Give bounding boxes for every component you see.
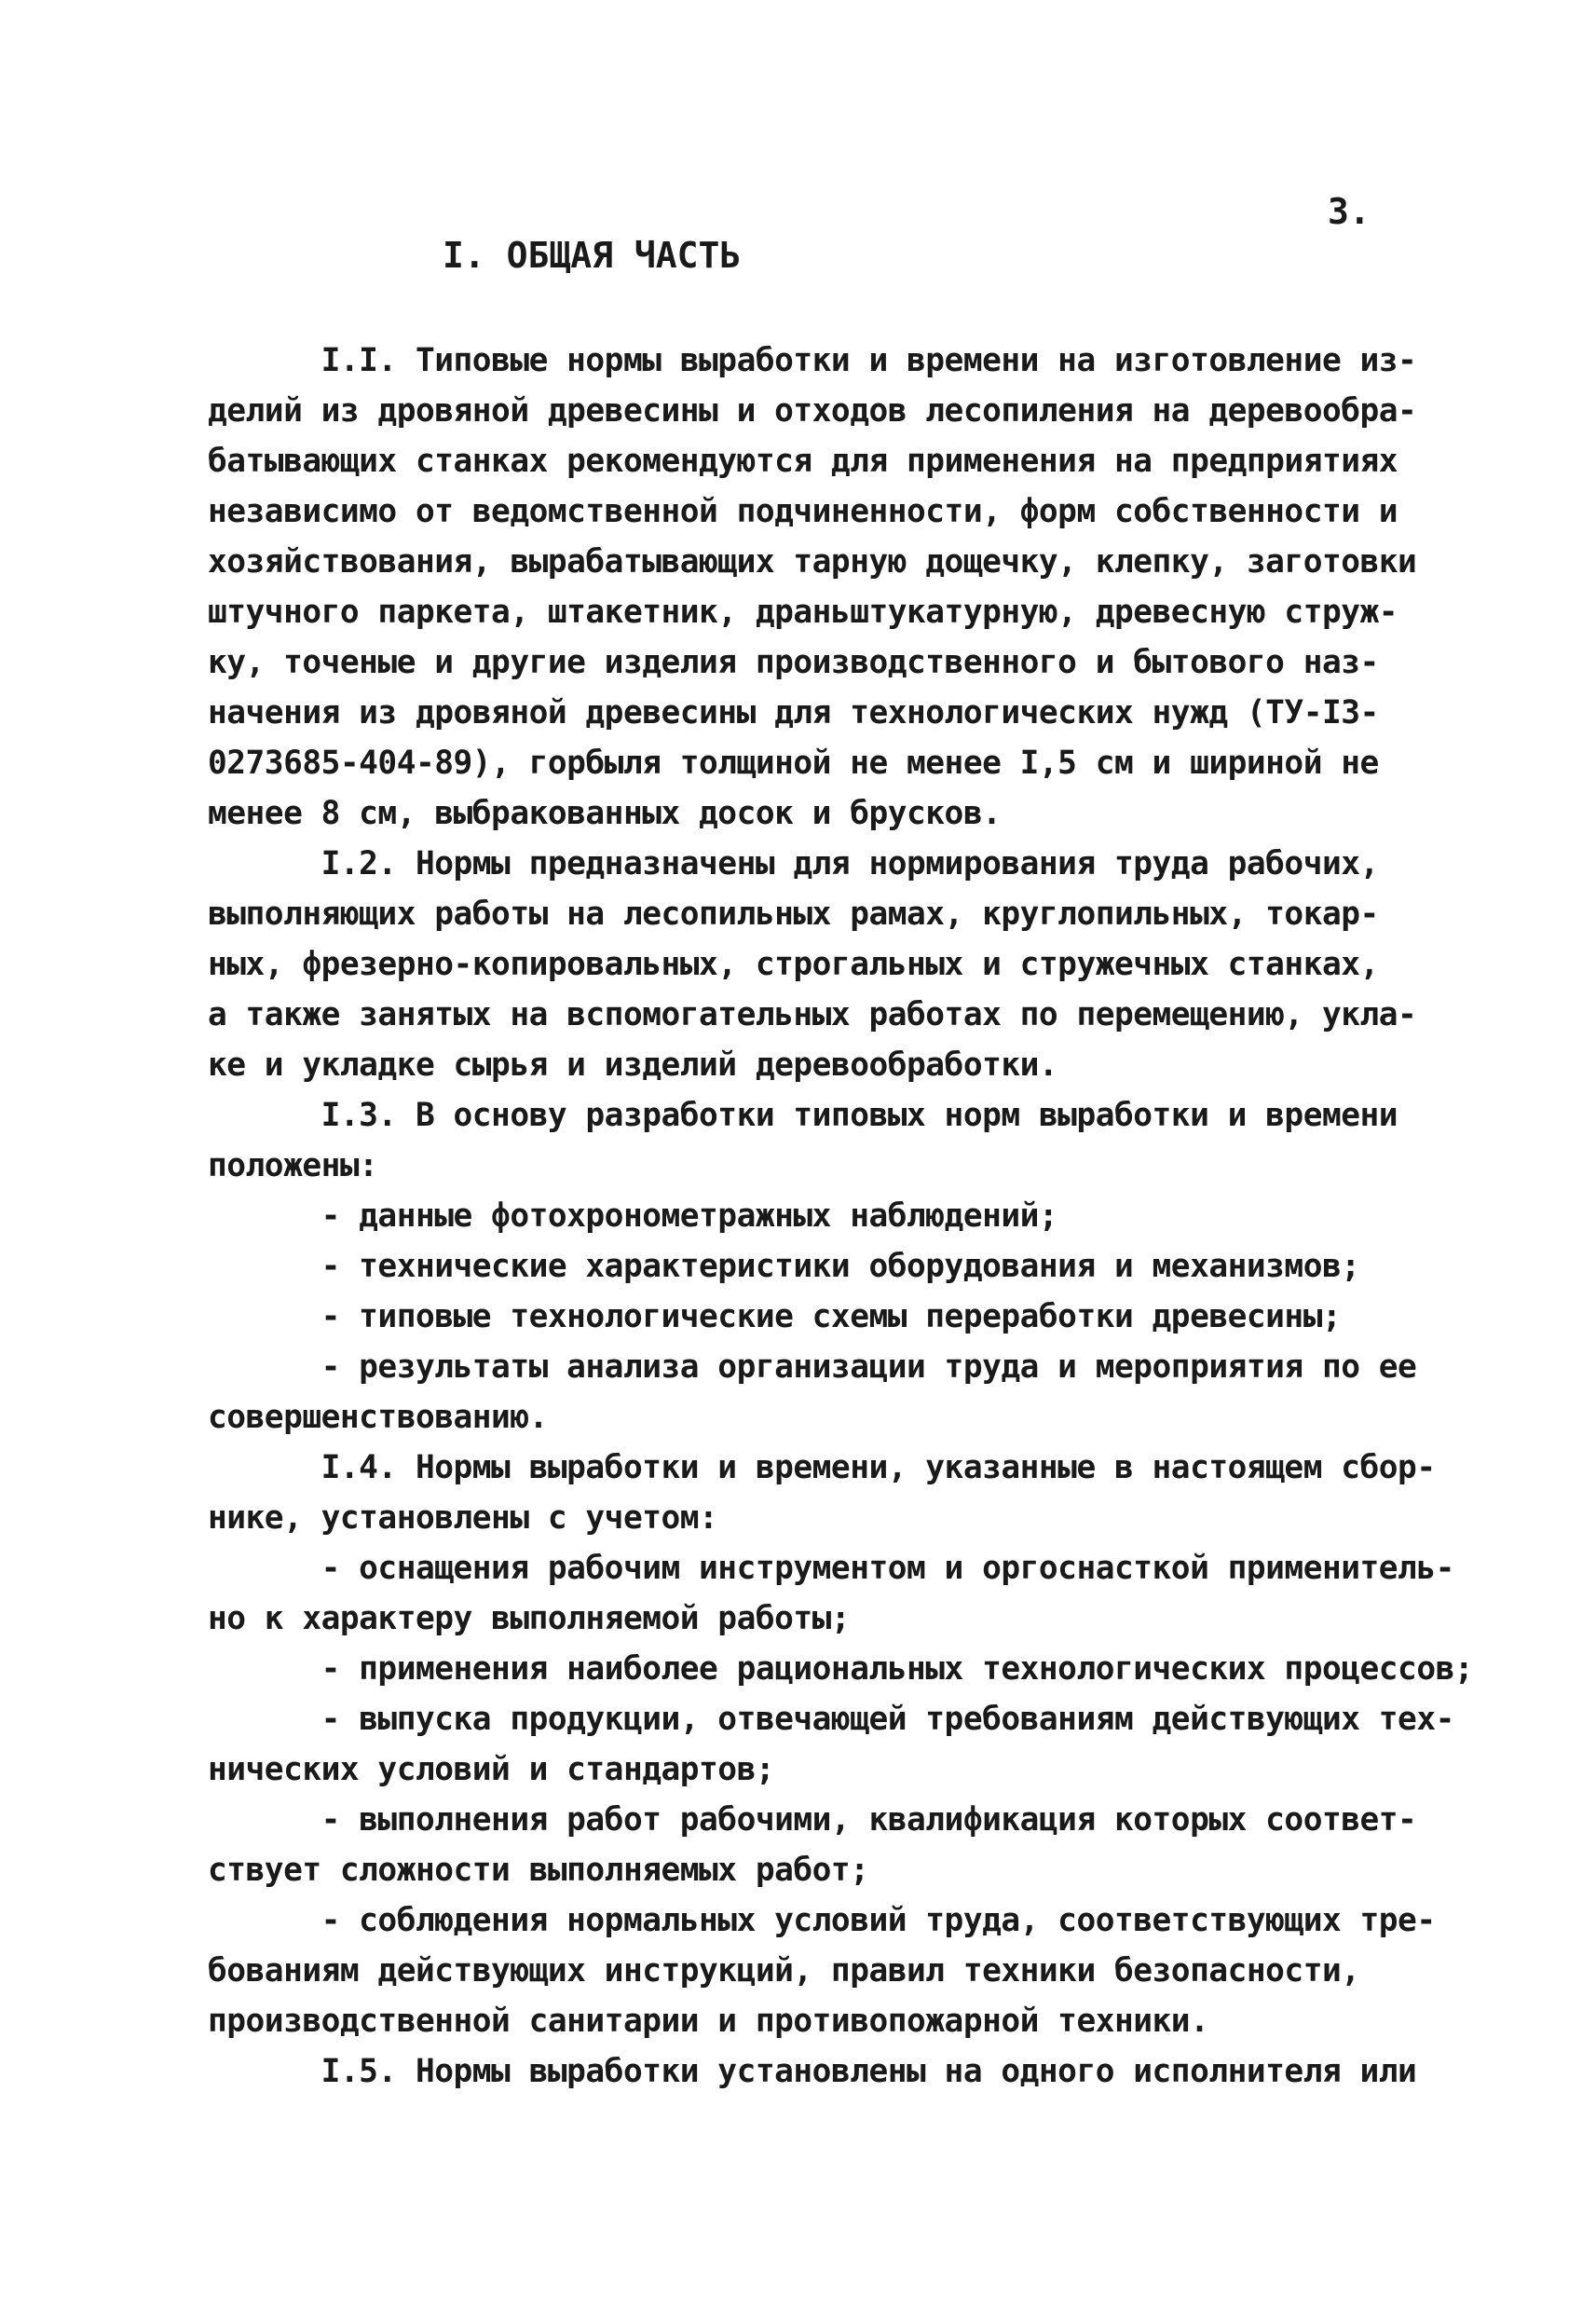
text-line: I.I. Типовые нормы выработки и времени на изготовление из- — [208, 342, 1417, 379]
text-line: - типовые технологические схемы переработки древесины; — [208, 1298, 1342, 1335]
text-line: нике, установлены с учетом: — [208, 1499, 718, 1537]
text-line: батывающих станках рекомендуются для применения на предприятиях — [208, 443, 1398, 480]
text-line: штучного паркета, штакетник, драньштукатурную, древесную струж- — [208, 594, 1398, 631]
section-title: I. ОБЩАЯ ЧАСТЬ — [443, 235, 742, 276]
text-line: ных, фрезерно-копировальных, строгальных и стружечных станках, — [208, 946, 1379, 983]
text-line: - технические характеристики оборудования и механизмов; — [208, 1248, 1360, 1285]
text-line: I.2. Нормы предназначены для нормирования труда рабочих, — [208, 845, 1379, 882]
text-line: но к характеру выполняемой работы; — [208, 1600, 851, 1637]
text-line: - применения наиболее рациональных технологических процессов; — [208, 1650, 1474, 1688]
text-line: делий из дровяной древесины и отходов лесопиления на деревообра- — [208, 392, 1417, 430]
text-line: начения из дровяной древесины для технологических нужд (ТУ-I3- — [208, 694, 1379, 732]
text-line: I.4. Нормы выработки и времени, указанные в настоящем сбор- — [208, 1449, 1436, 1486]
page-number: 3. — [1328, 191, 1371, 232]
text-line: выполняющих работы на лесопильных рамах, круглопильных, токар- — [208, 896, 1379, 933]
text-line: - оснащения рабочим инструментом и оргоснасткой применитель- — [208, 1550, 1454, 1587]
text-line: а также занятых на вспомогательных работах по перемещению, укла- — [208, 996, 1417, 1033]
text-line: - данные фотохронометражных наблюдений; — [208, 1197, 1058, 1235]
text-line: независимо от ведомственной подчиненности, форм собственности и — [208, 493, 1398, 530]
text-line: хозяйствования, вырабатывающих тарную дощечку, клепку, заготовки — [208, 543, 1417, 581]
text-line: - выполнения работ рабочими, квалификация которых соответ- — [208, 1801, 1417, 1839]
text-line: ствует сложности выполняемых работ; — [208, 1852, 869, 1889]
text-line: - результаты анализа организации труда и мероприятия по ее — [208, 1348, 1417, 1386]
text-line: I.5. Нормы выработки установлены на одного исполнителя или — [208, 2053, 1417, 2090]
text-line: положены: — [208, 1147, 378, 1184]
text-line: I.3. В основу разработки типовых норм выработки и времени — [208, 1097, 1398, 1134]
text-line: 0273685-404-89), горбыля толщиной не менее I,5 см и шириной не — [208, 745, 1379, 782]
text-line: ку, точеные и другие изделия производственного и бытового наз- — [208, 644, 1379, 681]
text-line: менее 8 см, выбракованных досок и брусков. — [208, 795, 1002, 832]
body-text — [208, 335, 1494, 2097]
text-line: ке и укладке сырья и изделий деревообработки. — [208, 1046, 1058, 1084]
text-line: - соблюдения нормальных условий труда, соответствующих тре- — [208, 1902, 1436, 1939]
text-line: производственной санитарии и противопожарной техники. — [208, 2003, 1209, 2040]
text-line: совершенствованию. — [208, 1399, 548, 1436]
text-line: - выпуска продукции, отвечающей требованиям действующих тех- — [208, 1701, 1454, 1738]
text-line: бованиям действующих инструкций, правил техники безопасности, — [208, 1952, 1360, 1990]
text-line: нических условий и стандартов; — [208, 1751, 775, 1788]
